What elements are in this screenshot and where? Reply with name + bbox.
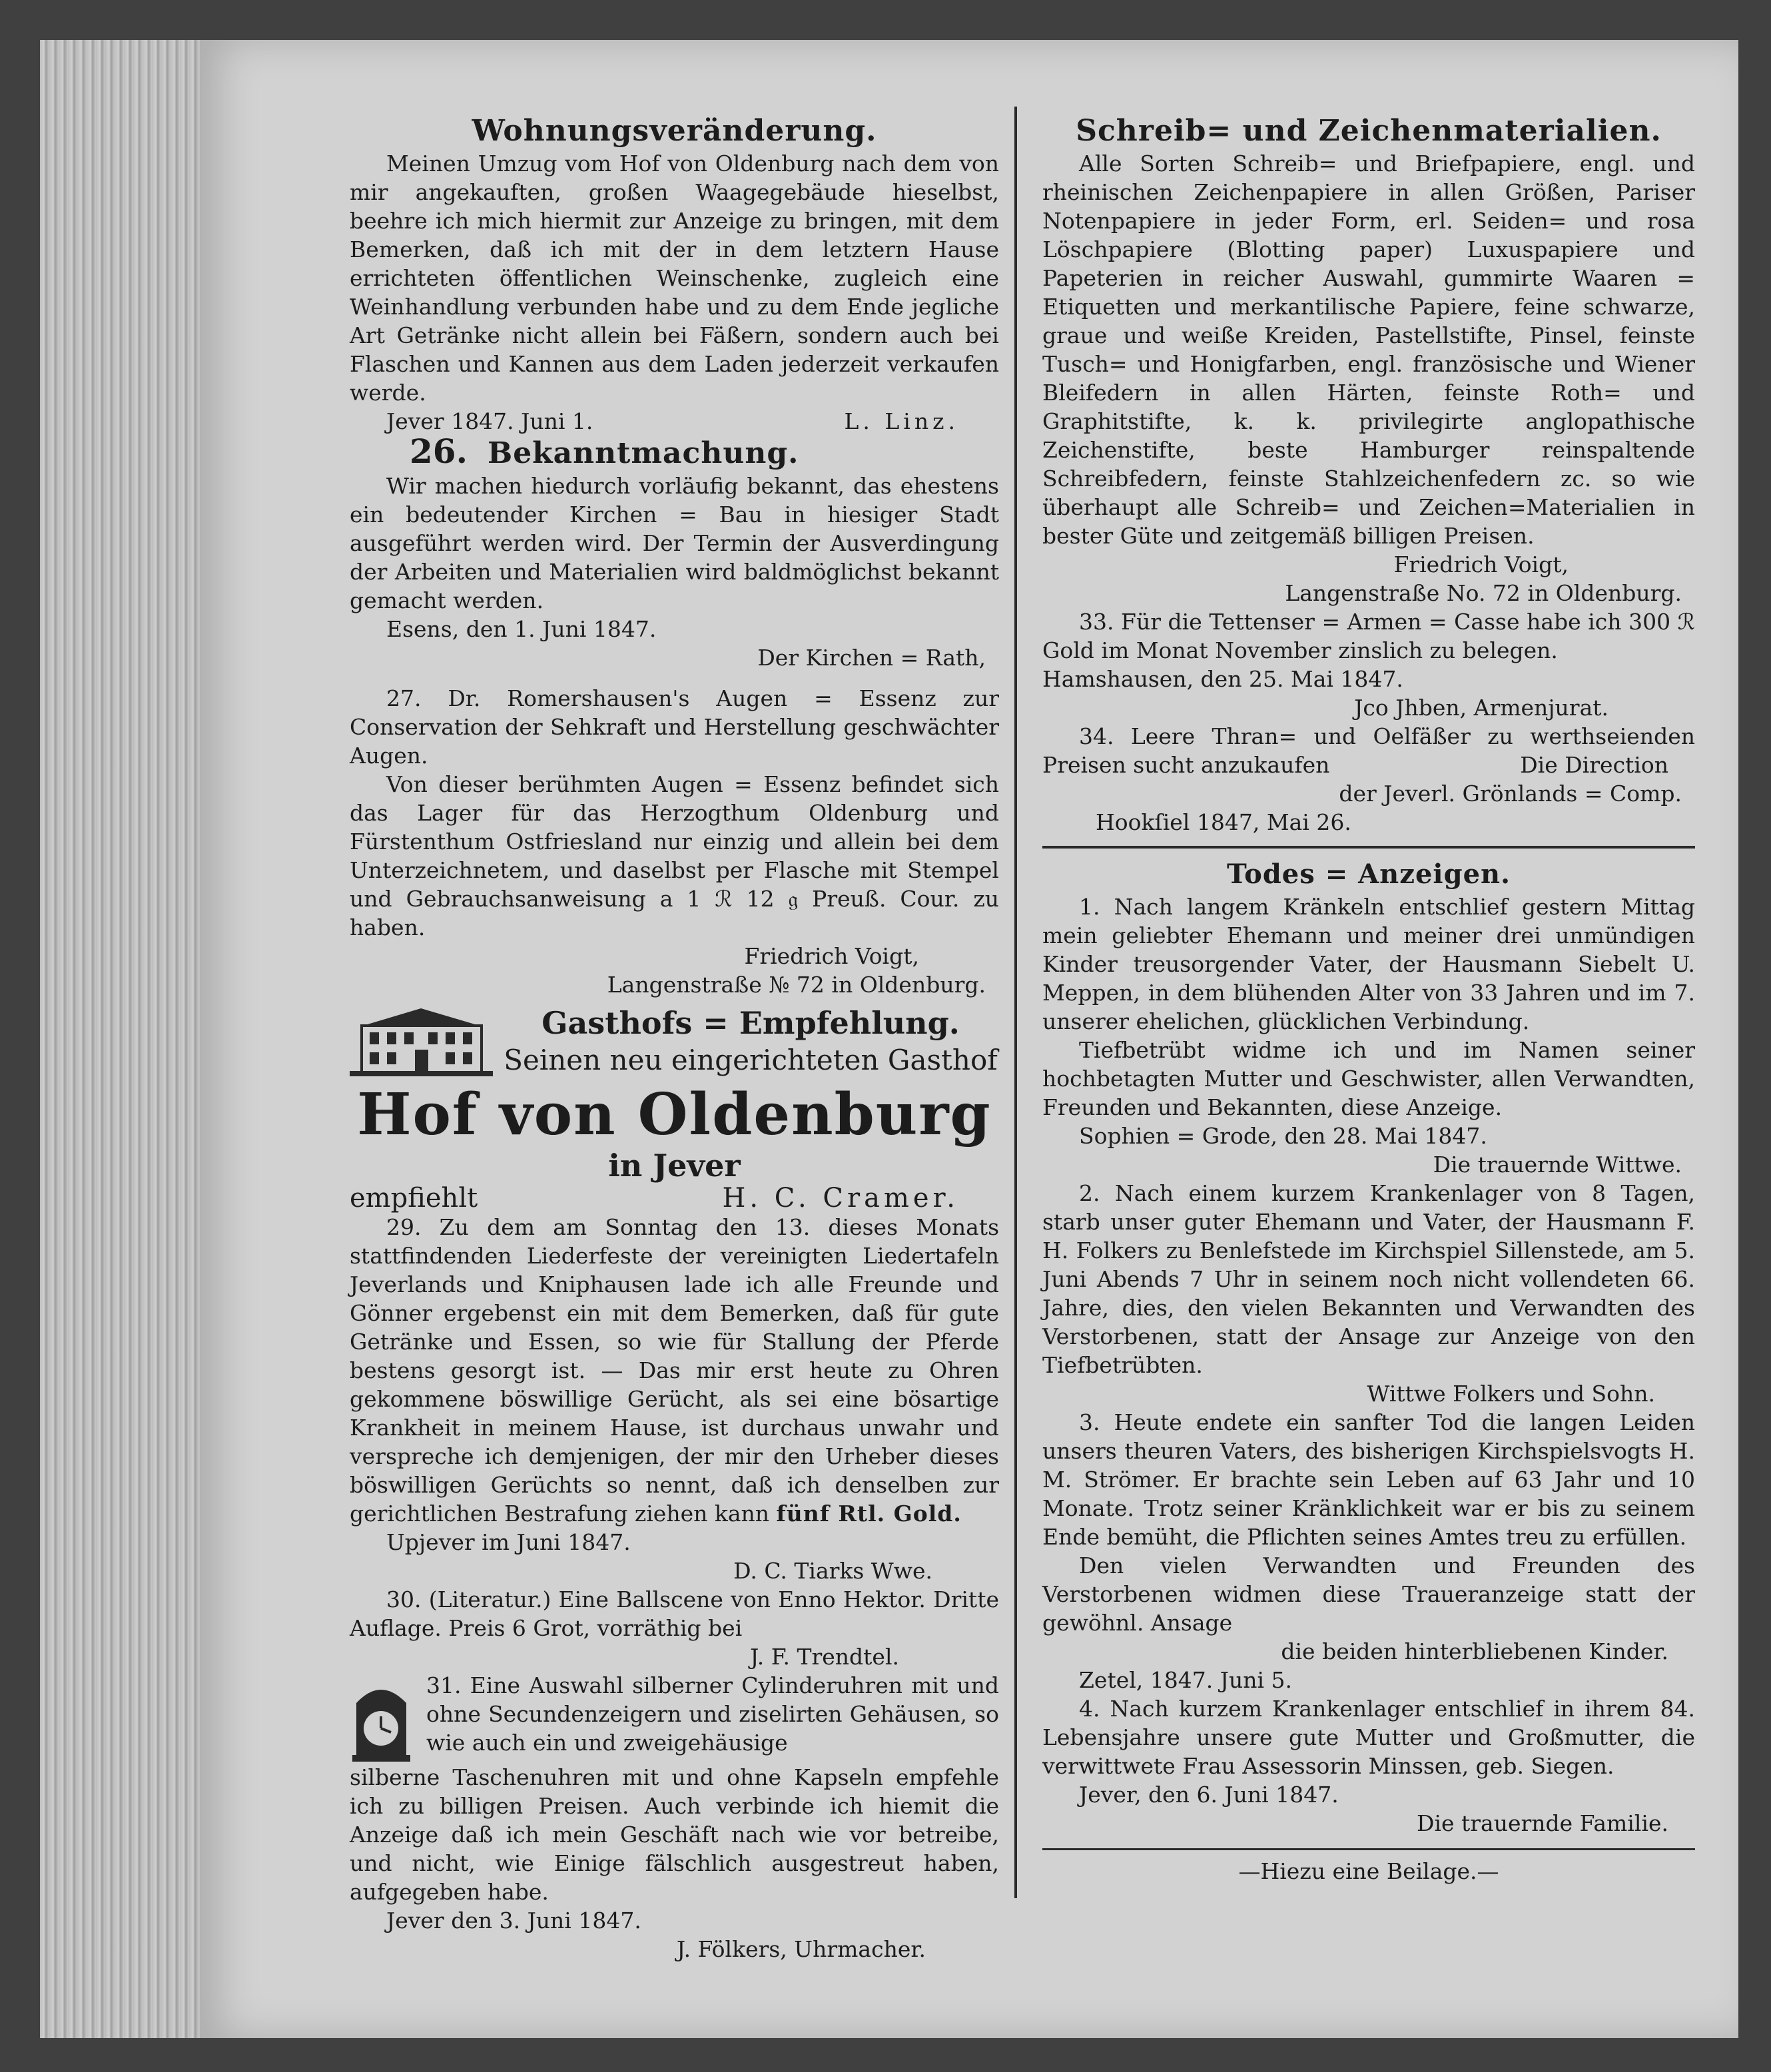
- ad-body: 30. (Literatur.) Eine Ballscene von Enno Hektor. Dritte Auflage. Preis 6 Grot, vorräthig bei: [350, 1586, 999, 1641]
- ad-signature: Friedrich Voigt,: [1393, 551, 1569, 577]
- ad-body: silberne Taschenuhren mit und ohne Kapseln empfehle ich zu billigen Preisen. Auch verbinde ich hiemit die Anzeige daß ich mein Geschäft nach wie vor betreibe, und nicht, wie Einige fälschlich ausgestreut haben, aufgegeben habe.: [350, 1764, 999, 1905]
- ad-signature: J. F. Trendtel.: [750, 1644, 899, 1670]
- ad-signature: L. Linz.: [844, 408, 959, 434]
- left-column: [350, 113, 999, 1963]
- ad-place-date: Esens, den 1. Juni 1847.: [386, 616, 657, 642]
- notice-body: 3. Heute endete ein sanfter Tod die langen Leiden unsers theuren Vaters, des bisherigen Kirchspielsvogts H. M. Strömer. Er brachte sein Leben auf 63 Jahr und 10 Monate. Trotz seiner Kränklichkeit war er bis zu seinem Ende bemüht, die Pflichten seines Amtes treu zu erfüllen.: [1042, 1409, 1695, 1550]
- notice-body: 1. Nach langem Kränkeln entschlief gestern Mittag mein geliebter Ehemann und meiner drei unmündigen Kinder treusorgender Vater, der Hausmann Siebelt U. Meppen, in dem blühenden Alter von 33 Jahren und im 7. unserer ehelichen, glücklichen Verbindung.: [1042, 894, 1695, 1034]
- ad-body: Wir machen hiedurch vorläufig bekannt, das ehestens ein bedeutender Kirchen = Bau in hiesiger Stadt ausgeführt werden wird. Der Termin der Ausverdingung der Arbeiten und Materialien wird baldmöglichst bekannt gemacht werden.: [350, 473, 999, 613]
- clock-icon: [350, 1676, 413, 1763]
- ad-place-date: Jever den 3. Juni 1847.: [386, 1907, 641, 1933]
- ad-body: 27. Dr. Romershausen's Augen = Essenz zur Conservation der Sehkraft und Herstellung geschwächter Augen.: [350, 685, 999, 769]
- ad-number: 26.: [410, 432, 468, 471]
- ad-body: 31. Eine Auswahl silberner Cylinderuhren mit und ohne Secundenzeigern und ziselirten Gehäusen, so wie auch ein und zweigehäusige: [426, 1672, 999, 1756]
- notice-body: 4. Nach kurzem Krankenlager entschlief in ihrem 84. Lebensjahre unsere gute Mutter und Großmutter, die verwittwete Frau Assessorin Minssen, geb. Siegen.: [1042, 1696, 1695, 1779]
- ad-body: Alle Sorten Schreib= und Briefpapiere, engl. und rheinischen Zeichenpapiere in allen Größen, Pariser Notenpapiere in jeder Form, erl. Seiden= und rosa Löschpapiere (Blotting paper) Luxuspapiere und Papeterien in reicher Auswahl, gummirte Waaren = Etiquetten und merkantilische Papiere, feine schwarze, graue und weiße Kreiden, Pastellstifte, Pinsel, feinste Tusch= und Honigfarben, engl. französische und Wiener Bleifedern in allen Härten, feinste Roth= und Graphitstifte, k. k. privilegirte anglopathische Zeichenstifte, beste Hamburger reinspaltende Schreibfedern, feinste Stahlzeichenfedern zc. so wie überhaupt alle Schreib= und Zeichen=Materialien in bester Güte und zeitgemäß billigen Preisen.: [1042, 151, 1695, 549]
- death-notices: [1042, 857, 1695, 1838]
- ad-literatur: [350, 1585, 999, 1671]
- notice-body: Tiefbetrübt widme ich und im Namen seiner hochbetagten Mutter und Geschwister, allen Verwandten, Freunden und Bekannten, diese Anzeige.: [1042, 1037, 1695, 1120]
- ad-body: Meinen Umzug vom Hof von Oldenburg nach dem von mir angekauften, großen Waagegebäude hieselbst, beehre ich mich hiermit zur Anzeige zu bringen, mit dem Bemerken, daß ich mit der in dem letztern Hause errichteten öffentlichen Weinschenke, zugleich eine Weinhandlung verbunden habe und zu dem Ende jegliche Art Getränke nicht allein bei Fäßern, sondern auch bei Flaschen und Kannen aus dem Laden jederzeit verkaufen werde.: [350, 151, 999, 406]
- ad-signature: J. Fölkers, Uhrmacher.: [676, 1936, 926, 1962]
- ad-body: 34. Leere Thran= und Oelfäßer zu werthseienden Preisen sucht anzukaufen: [1042, 723, 1695, 778]
- notice-place-date: Jever, den 6. Juni 1847.: [1079, 1782, 1339, 1808]
- notice-body: Den vielen Verwandten und Freunden des Verstorbenen widmen diese Traueranzeige statt der gewöhnl. Ansage: [1042, 1553, 1695, 1636]
- ad-wohnungsveraenderung: [350, 113, 999, 436]
- ad-signature: H. C. Cramer.: [722, 1183, 959, 1213]
- ad-bekanntmachung: [350, 432, 999, 672]
- ad-signature: Jco Jhben, Armenjurat.: [1354, 695, 1608, 721]
- ad-body: 33. Für die Tettenser = Armen = Casse habe ich 300 ℛ Gold im Monat November zinslich zu belegen.: [1042, 609, 1695, 663]
- ad-signature: der Jeverl. Grönlands = Comp.: [1339, 781, 1682, 807]
- notice-body: 2. Nach einem kurzem Krankenlager von 8 Tagen, starb unser guter Ehemann und Vater, der Hausmann F. H. Folkers zu Benlefstede im Kirchspiel Sillenstede, am 5. Juni Abends 7 Uhr in seinem noch nicht vollendeten 66. Jahre, dies, den vielen Bekannten und Verwandten des Verstorbenen, statt der Ansage zur Anzeige von den Tiefbetrübten.: [1042, 1180, 1695, 1378]
- ad-armen-casse: [1042, 607, 1695, 722]
- section-divider: [1042, 846, 1695, 849]
- ad-liederfest: [350, 1213, 999, 1585]
- section-divider: [1042, 1848, 1695, 1850]
- section-title: Todes = Anzeigen.: [1226, 859, 1511, 890]
- notice-place-date: Sophien = Grode, den 28. Mai 1847.: [1079, 1123, 1487, 1149]
- ad-body: Von dieser berühmten Augen = Essenz befindet sich das Lager für das Herzogthum Oldenburg und Fürstenthum Ostfriesland nur einzig und allein bei dem Unterzeichnetem, und daselbst per Flasche mit Stempel und Gebrauchsanweisung a 1 ℛ 12 𝔤 Preuß. Cour. zu haben.: [350, 771, 999, 940]
- ad-title: Gasthofs = Empfehlung.: [541, 1005, 960, 1041]
- ad-big-title: Hof von Oldenburg: [357, 1081, 992, 1148]
- ad-signature: Friedrich Voigt,: [744, 943, 919, 969]
- notice-signature: die beiden hinterbliebenen Kinder.: [1281, 1638, 1668, 1664]
- ad-oelfaesser: [1042, 722, 1695, 837]
- ad-uhren: [350, 1671, 999, 1963]
- supplement-note: —Hiezu eine Beilage.—: [1238, 1858, 1499, 1884]
- ad-gasthofs-empfehlung: [350, 1004, 999, 1213]
- ad-title: Schreib= und Zeichenmaterialien.: [1076, 114, 1662, 148]
- notice-signature: Wittwe Folkers und Sohn.: [1367, 1381, 1655, 1407]
- notice-place-date: Zetel, 1847. Juni 5.: [1079, 1667, 1293, 1693]
- ad-signature: D. C. Tiarks Wwe.: [733, 1558, 932, 1584]
- ad-title: Wohnungsveränderung.: [472, 114, 877, 148]
- inn-building-icon: [350, 1006, 493, 1079]
- ad-place-date: Upjever im Juni 1847.: [386, 1529, 631, 1555]
- right-column: [1042, 113, 1695, 1886]
- ad-schreibmaterialien: [1042, 113, 1695, 607]
- ad-address: Langenstraße № 72 in Oldenburg.: [607, 972, 986, 998]
- ad-title: Bekanntmachung.: [488, 436, 799, 470]
- notice-signature: Die trauernde Wittwe.: [1433, 1152, 1682, 1178]
- ad-signature: Der Kirchen = Rath,: [757, 645, 986, 671]
- ad-location: in Jever: [608, 1148, 741, 1184]
- ad-place-date: Jever 1847. Juni 1.: [386, 408, 593, 434]
- notice-signature: Die trauernde Familie.: [1416, 1810, 1668, 1836]
- ad-augen-essenz: [350, 684, 999, 999]
- ad-place-date: Hookſiel 1847, Mai 26.: [1096, 809, 1351, 835]
- ad-recommends: empfiehlt: [350, 1183, 478, 1213]
- ad-address: Langenstraße No. 72 in Oldenburg.: [1285, 580, 1682, 606]
- ad-body: 29. Zu dem am Sonntag den 13. dieses Monats stattfindenden Liederfeste der vereinigten Liedertafeln Jeverlands und Kniphausen lade ich alle Freunde und Gönner ergebenst ein mit dem Bemerken, daß für gute Getränke und Essen, so wie für Stallung der Pferde bestens gesorgt ist. — Das mir erst heute zu Ohren gekommene böswillige Gerücht, als sei eine bösartige Krankheit in meinem Hause, ist durchaus unwahr und verspreche ich demjenigen, der mir den Urheber dieses böswilligen Gerüchts so nennt, daß ich denselben zur gerichtlichen Bestrafung ziehen kann: [350, 1214, 999, 1527]
- column-divider: [1014, 107, 1017, 1898]
- ad-subtitle-line: Seinen neu eingerichteten Gasthof: [504, 1044, 998, 1076]
- ad-place-date: Hamshausen, den 25. Mai 1847.: [1042, 666, 1403, 692]
- ad-reward: fünf Rtl. Gold.: [776, 1501, 962, 1527]
- ad-signature: Die Direction: [1520, 752, 1668, 778]
